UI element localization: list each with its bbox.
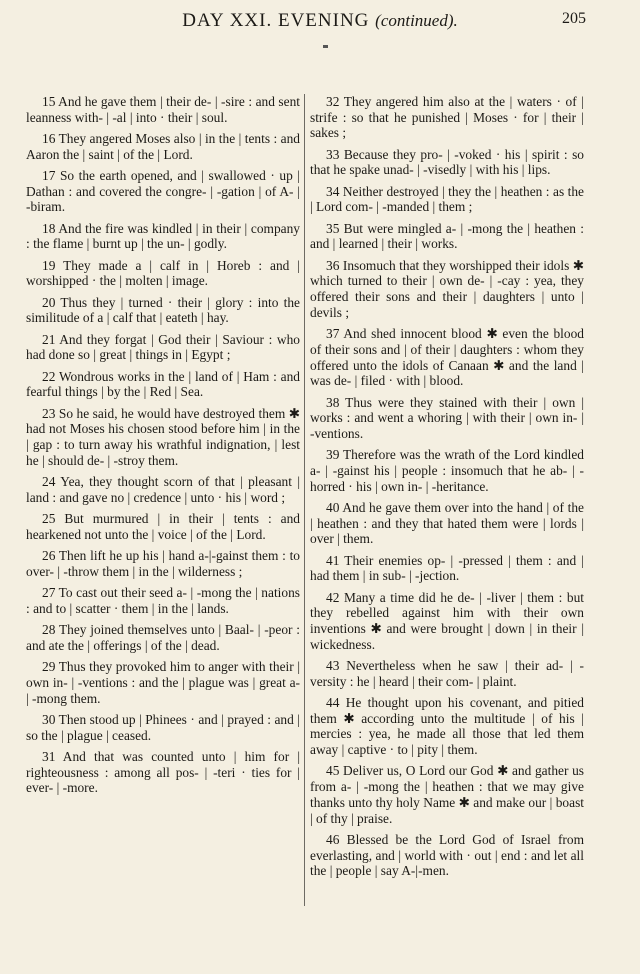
verse: 17 So the earth opened, and | swallowed · up | Dathan : and covered the congre- | -gation | of A- | -biram. xyxy=(26,168,300,215)
verse: 20 Thus they | turned · their | glory : into the similitude of a | calf that | eateth | hay. xyxy=(26,294,300,326)
verse: 40 And he gave them over into the hand | of the | heathen : and they that hated them were | lords | over | them. xyxy=(310,499,584,547)
verse: 28 They joined themselves unto | Baal- | -peor : and ate the | offerings | of the | dead. xyxy=(26,622,300,653)
verse: 19 They made a | calf in | Horeb : and | worshipped · the | molten | image. xyxy=(26,257,300,289)
verse: 32 They angered him also at the | waters · of | strife : so that he punished | Moses · for | their | sakes ; xyxy=(310,94,584,141)
verse: 42 Many a time did he de- | -liver | them : but they rebelled against him with their own inventions ✱ and were brought | down | in their | wickedness. xyxy=(310,589,584,652)
verse: 23 So he said, he would have destroyed them ✱ had not Moses his chosen stood before him | in the | gap : to turn away his wrathful indignation, | lest he | should de- | -stroy them. xyxy=(26,405,300,468)
column-divider xyxy=(304,94,305,906)
verse: 45 Deliver us, O Lord our God ✱ and gather us from a- | -mong the | heathen : that we may give thanks unto thy holy Name ✱ and make our | boast | of thy | praise. xyxy=(310,763,584,826)
page-header xyxy=(0,6,640,36)
page-number: 205 xyxy=(562,10,586,27)
ornament-mark xyxy=(323,45,328,48)
verse: 38 Thus were they stained with their | own | works : and went a whoring | with their | own in- | -ventions. xyxy=(310,394,584,441)
verse: 44 He thought upon his covenant, and pitied them ✱ according unto the multitude | of his | mercies : yea, he made all those that led them away | captive · to | pity | them. xyxy=(310,695,584,758)
verse: 21 And they forgat | God their | Saviour : who had done so | great | things in | Egypt ; xyxy=(26,331,300,363)
verse: 22 Wondrous works in the | land of | Ham : and fearful things | by the | Red | Sea. xyxy=(26,368,300,400)
verse: 30 Then stood up | Phinees · and | prayed : and | so the | plague | ceased. xyxy=(26,711,300,743)
verse: 34 Neither destroyed | they the | heathen : as the | Lord com- | -manded | them ; xyxy=(310,183,584,215)
verse: 15 And he gave them | their de- | -sire : and sent leanness with- | -al | into · their | soul. xyxy=(26,94,300,125)
verse: 29 Thus they provoked him to anger with their | own in- | -ventions : and the | plague was | great a- | -mong them. xyxy=(26,659,300,706)
verse: 26 Then lift he up his | hand a-|-gainst them : to over- | -throw them | in the | wilderness ; xyxy=(26,548,300,579)
verse: 25 But murmured | in their | tents : and hearkened not unto the | voice | of the | Lord. xyxy=(26,511,300,542)
title-main: DAY XXI. EVENING xyxy=(182,10,370,31)
verse: 46 Blessed be the Lord God of Israel from everlasting, and | world with · out | end : and let all the | people | say A-|-men. xyxy=(310,831,584,879)
verse: 35 But were mingled a- | -mong the | heathen : and | learned | their | works. xyxy=(310,220,584,252)
verse: 39 Therefore was the wrath of the Lord kindled a- | -gainst his | people : insomuch that he ab- | -horred · his | own in- | -heritance. xyxy=(310,447,584,494)
verse: 18 And the fire was kindled | in their | company : the flame | burnt up | the un- | godly. xyxy=(26,220,300,252)
verse: 37 And shed innocent blood ✱ even the blood of their sons and | of their | daughters : whom they offered unto the idols of Canaan ✱ and the land | was de- | filed · with | blood. xyxy=(310,326,584,389)
verse: 41 Their enemies op- | -pressed | them : and | had them | in sub- | -jection. xyxy=(310,552,584,584)
title-suffix: (continued). xyxy=(375,11,458,30)
page-title xyxy=(0,10,640,32)
verse: 36 Insomuch that they worshipped their idols ✱ which turned to their | own de- | -cay : yea, they offered their sons and their | daughters | unto | devils ; xyxy=(310,257,584,320)
left-column xyxy=(26,94,300,802)
verse: 27 To cast out their seed a- | -mong the | nations : and to | scatter · them | in the | lands. xyxy=(26,585,300,616)
verse: 16 They angered Moses also | in the | tents : and Aaron the | saint | of the | Lord. xyxy=(26,131,300,162)
right-column xyxy=(310,94,584,885)
verse: 24 Yea, they thought scorn of that | pleasant | land : and gave no | credence | unto · his | word ; xyxy=(26,474,300,505)
verse: 31 And that was counted unto | him for | righteousness : among all pos- | -teri · ties for | ever- | -more. xyxy=(26,748,300,796)
verse: 43 Nevertheless when he saw | their ad- | -versity : he | heard | their com- | plaint. xyxy=(310,658,584,689)
verse: 33 Because they pro- | -voked · his | spirit : so that he spake unad- | -visedly | with his | lips. xyxy=(310,146,584,178)
